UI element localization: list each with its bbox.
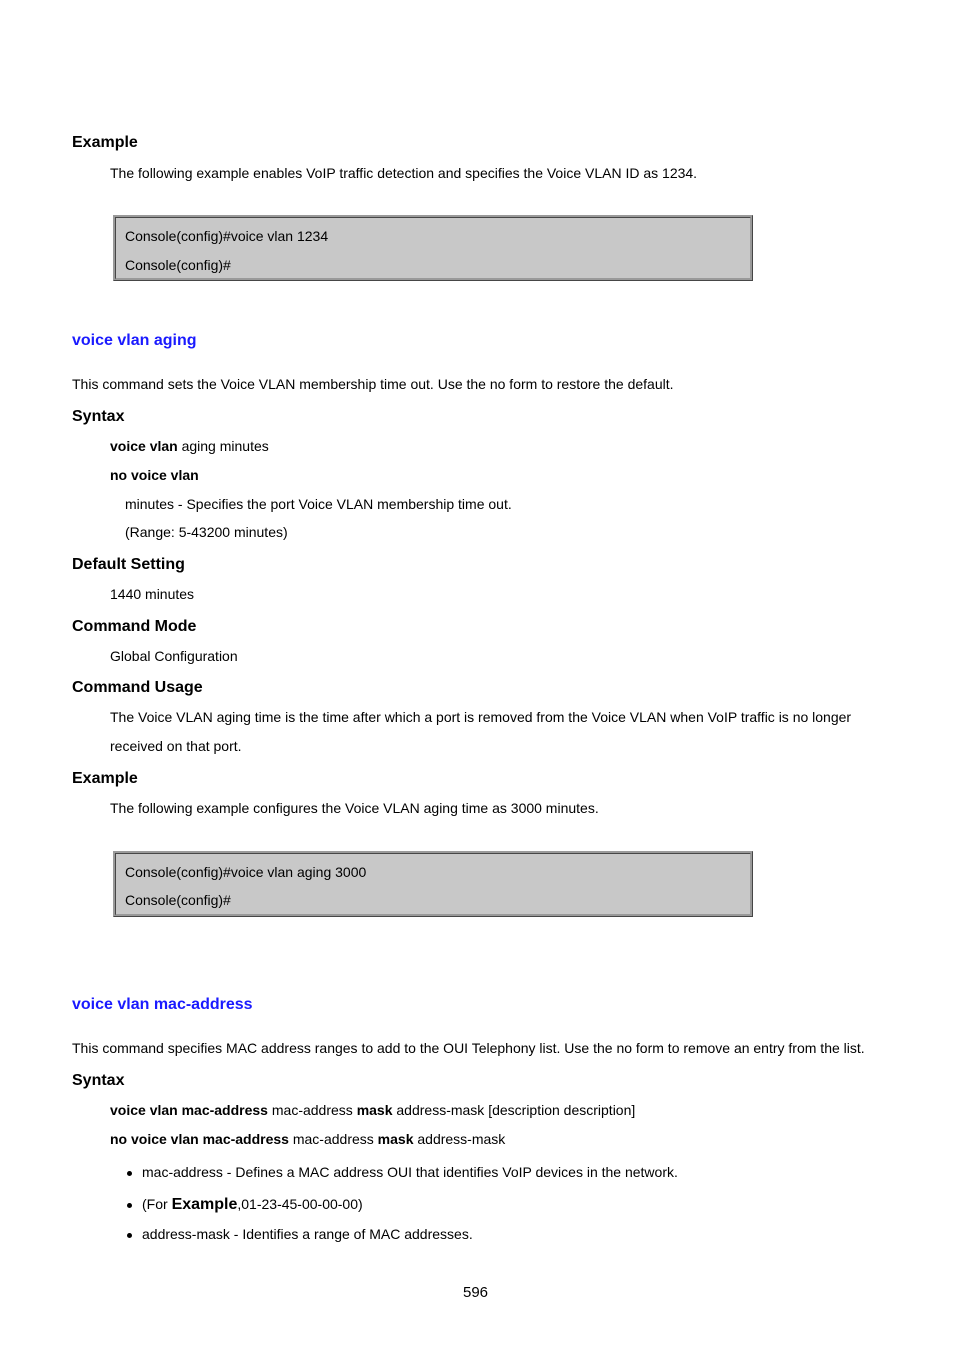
syntax-line-no: [110, 1131, 505, 1147]
syntax-args: mac-address: [267, 1102, 357, 1118]
parameter-text: minutes - Specifies the port Voice VLAN membership time out.: [125, 496, 512, 512]
command-title[interactable]: voice vlan mac-address: [72, 996, 253, 1013]
default-value: 1440 minutes: [110, 586, 195, 602]
syntax-keyword: mask: [356, 1102, 393, 1118]
mode-value: Global Configuration: [110, 648, 238, 664]
list-item-text: ,01-23-45-00-00-00): [237, 1196, 363, 1212]
console-box: [113, 851, 753, 917]
syntax-line-no: no voice vlan: [110, 467, 199, 483]
default-heading: Default Setting: [72, 556, 185, 573]
usage-text: received on that port.: [110, 738, 242, 754]
bullet-icon: [127, 1233, 132, 1238]
syntax-args: address-mask: [413, 1131, 506, 1147]
syntax-line: [110, 1102, 635, 1118]
console-box: [113, 215, 753, 281]
page-number: 596: [463, 1284, 489, 1301]
syntax-keyword: voice vlan: [110, 438, 178, 454]
list-item: address-mask - Identifies a range of MAC addresses.: [142, 1226, 473, 1242]
list-item-text: (For: [142, 1196, 172, 1212]
bullet-icon: [127, 1171, 132, 1176]
parameter-range: (Range: 5-43200 minutes): [125, 524, 288, 540]
command-title[interactable]: voice vlan aging: [72, 332, 197, 349]
bullet-icon: [127, 1203, 132, 1208]
syntax-args: mac-address: [288, 1131, 378, 1147]
console-line: Console(config)#: [125, 257, 231, 273]
mode-heading: Command Mode: [72, 618, 197, 635]
syntax-line: [110, 438, 269, 454]
usage-heading: Command Usage: [72, 679, 203, 696]
syntax-args: address-mask [description description]: [392, 1102, 636, 1118]
syntax-keyword: no voice vlan mac-address: [110, 1131, 289, 1147]
console-line: Console(config)#voice vlan 1234: [125, 228, 329, 244]
example-text: The following example configures the Voice VLAN aging time as 3000 minutes.: [110, 800, 599, 816]
command-description: This command sets the Voice VLAN membership time out. Use the no form to restore the default.: [72, 376, 674, 392]
syntax-heading: Syntax: [72, 1072, 125, 1089]
syntax-heading: Syntax: [72, 408, 125, 425]
syntax-keyword: mask: [377, 1131, 414, 1147]
syntax-keyword: voice vlan mac-address: [110, 1102, 268, 1118]
console-line: Console(config)#voice vlan aging 3000: [125, 864, 367, 880]
list-item-emphasis: Example: [171, 1196, 238, 1213]
list-item: mac-address - Defines a MAC address OUI that identifies VoIP devices in the network.: [142, 1164, 678, 1180]
usage-text: The Voice VLAN aging time is the time after which a port is removed from the Voice VLAN when VoIP traffic is no longer: [110, 709, 852, 725]
list-item: [142, 1196, 363, 1214]
example-heading: Example: [72, 770, 138, 787]
example-text: The following example enables VoIP traffic detection and specifies the Voice VLAN ID as 1234.: [110, 165, 698, 181]
syntax-args: aging minutes: [177, 438, 269, 454]
console-line: Console(config)#: [125, 892, 231, 908]
example-heading: Example: [72, 134, 138, 151]
command-description: This command specifies MAC address ranges to add to the OUI Telephony list. Use the no form to remove an entry from the list.: [72, 1040, 865, 1056]
